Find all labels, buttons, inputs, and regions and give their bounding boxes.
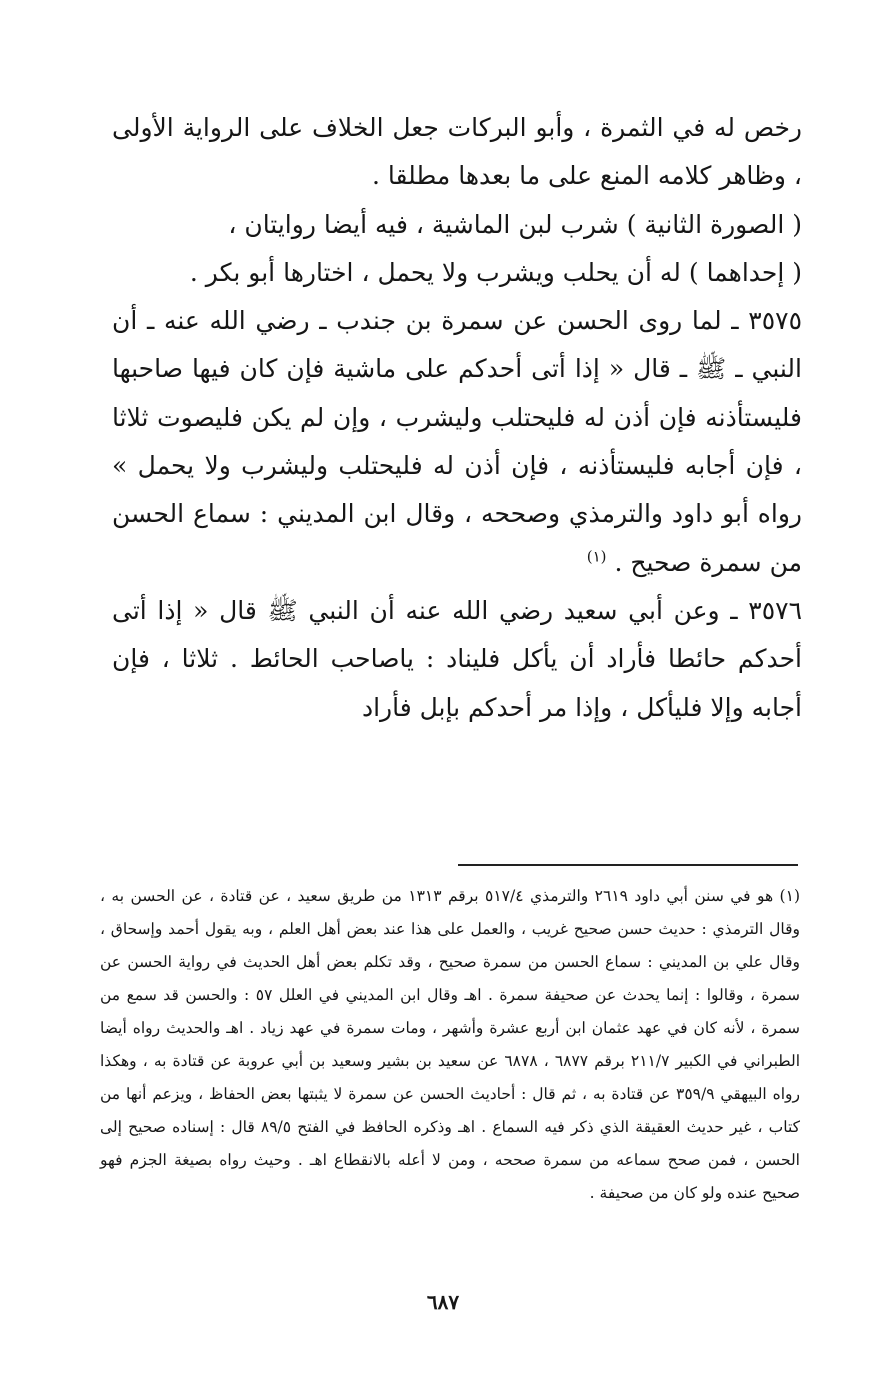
- entry-3576: [112, 587, 802, 732]
- entry-number: ٣٥٧٥: [748, 306, 803, 336]
- paragraph-1: رخص له في الثمرة ، وأبو البركات جعل الخلاف على الرواية الأولى ، وظاهر كلامه المنع على ما بعدها مطلقا .: [112, 113, 802, 191]
- paragraph-2: ( الصورة الثانية ) شرب لبن الماشية ، فيه أيضا روايتان ،: [228, 209, 802, 239]
- entry-text: ـ وعن أبي سعيد رضي الله عنه أن النبي ﷺ قال « إذا أتى أحدكم حائطا فأراد أن يأكل فليناد : ياصاحب الحائط . ثلاثا ، فإن أجابه وإلا فليأكل ، وإذا مر أحدكم بإبل فأراد: [112, 595, 802, 722]
- footnote-separator: [458, 864, 798, 866]
- entry-3575: [112, 297, 802, 587]
- entry-number: ٣٥٧٦: [748, 595, 802, 625]
- footnotes: [100, 880, 800, 1210]
- entry-text: ـ لما روى الحسن عن سمرة بن جندب ـ رضي الله عنه ـ أن النبي ـ ﷺ ـ قال « إذا أتى أحدكم على ماشية فإن كان فيها صاحبها فليستأذنه فإن أذن له فليحتلب وليشرب ، وإن لم يكن فليصوت ثلاثا ، فإن أجابه فليستأذنه ، فإن أذن له فليحتلب وليشرب ولا يحمل » رواه أبو داود والترمذي وصححه ، وقال ابن المديني : سماع الحسن من سمرة صحيح .: [112, 306, 802, 577]
- footnote-1: (١) هو في سنن أبي داود ٢٦١٩ والترمذي ٥١٧/٤ برقم ١٣١٣ من طريق سعيد ، عن قتادة ، عن الحسن به ، وقال الترمذي : حديث حسن صحيح غريب ، والعمل على هذا عند بعض أهل العلم ، وبه يقول أحمد وإسحاق ، وقال علي بن المديني : سماع الحسن من سمرة صحيح ، وقد تكلم بعض أهل الحديث في رواية الحسن عن سمرة ، وقالوا : إنما يحدث عن صحيفة سمرة . اهـ وقال ابن المديني في العلل ٥٧ : والحسن قد سمع من سمرة ، لأنه كان في عهد عثمان ابن أربع عشرة وأشهر ، ومات سمرة في عهد زياد . اهـ والحديث رواه أيضا الطبراني في الكبير ٢١١/٧ برقم ٦٨٧٧ ، ٦٨٧٨ عن سعيد بن بشير وسعيد بن أبي عروبة عن قتادة به ، وهكذا رواه البيهقي ٣٥٩/٩ عن قتادة به ، ثم قال : أحاديث الحسن عن سمرة لا يثبتها بعض الحفاظ ، ويزعم أنها من كتاب ، غير حديث العقيقة الذي ذكر فيه السماع . اهـ وذكره الحافظ في الفتح ٨٩/٥ قال : إسناده صحيح إلى الحسن ، فمن صحح سماعه من سمرة صححه ، ومن لا أعله بالانقطاع اهـ . وحيث رواه بصيغة الجزم فهو صحيح عنده ولو كان من صحيفة .: [100, 887, 801, 1202]
- main-text: [112, 104, 802, 732]
- page-number: ٦٨٧: [426, 1290, 460, 1314]
- paragraph-3: ( إحداهما ) له أن يحلب ويشرب ولا يحمل ، اختارها أبو بكر .: [189, 257, 802, 287]
- footnote-reference[interactable]: (١): [586, 547, 607, 566]
